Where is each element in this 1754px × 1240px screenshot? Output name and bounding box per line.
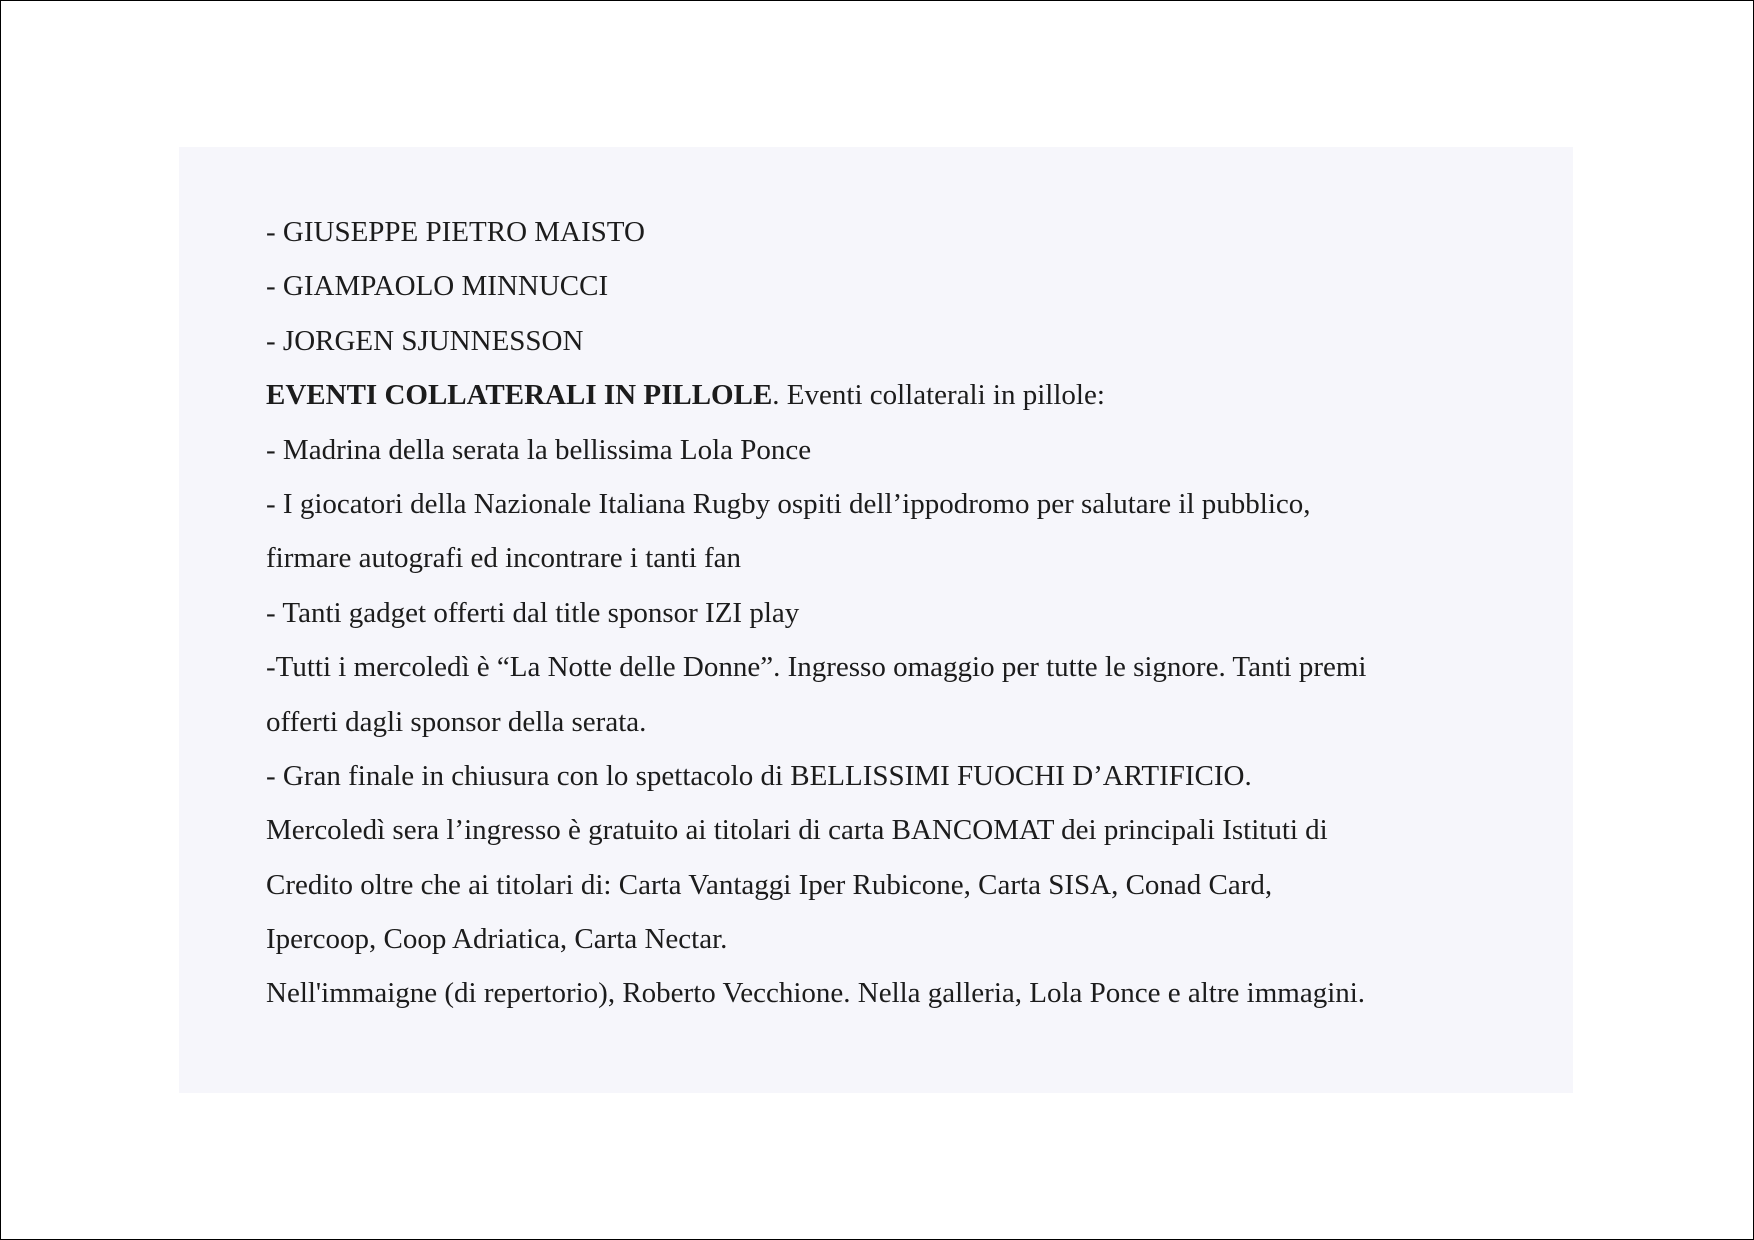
list-item: -Tutti i mercoledì è “La Notte delle Donne”. Ingresso omaggio per tutte le signore. Tanti premi: [266, 651, 1367, 684]
list-item: - Tanti gadget offerti dal title sponsor IZI play: [266, 596, 800, 629]
section-heading-rest: . Eventi collaterali in pillole:: [772, 379, 1105, 412]
list-item: - I giocatori della Nazionale Italiana Rugby ospiti dell’ippodromo per salutare il pubblico,: [266, 487, 1311, 520]
list-item-continuation: offerti dagli sponsor della serata.: [266, 705, 647, 738]
paragraph-line: Credito oltre che ai titolari di: Carta Vantaggi Iper Rubicone, Carta SISA, Conad Card,: [266, 868, 1273, 901]
list-item: - Gran finale in chiusura con lo spettacolo di BELLISSIMI FUOCHI D’ARTIFICIO.: [266, 759, 1252, 792]
list-item: - Madrina della serata la bellissima Lola Ponce: [266, 433, 812, 466]
list-item: - GIUSEPPE PIETRO MAISTO: [266, 216, 645, 248]
list-item: - GIAMPAOLO MINNUCCI: [266, 270, 609, 303]
list-item: - JORGEN SJUNNESSON: [266, 324, 584, 357]
document-body: [266, 205, 1556, 1021]
section-heading-line: [266, 368, 1556, 422]
section-heading: EVENTI COLLATERALI IN PILLOLE: [266, 379, 773, 412]
list-item-continuation: firmare autografi ed incontrare i tanti fan: [266, 542, 742, 575]
caption-line: Nell'immaigne (di repertorio), Roberto Vecchione. Nella galleria, Lola Ponce e altre immagini.: [266, 977, 1366, 1010]
paragraph-line: Ipercoop, Coop Adriatica, Carta Nectar.: [266, 923, 728, 956]
paragraph-line: Mercoledì sera l’ingresso è gratuito ai titolari di carta BANCOMAT dei principali Istituti di: [266, 814, 1328, 847]
